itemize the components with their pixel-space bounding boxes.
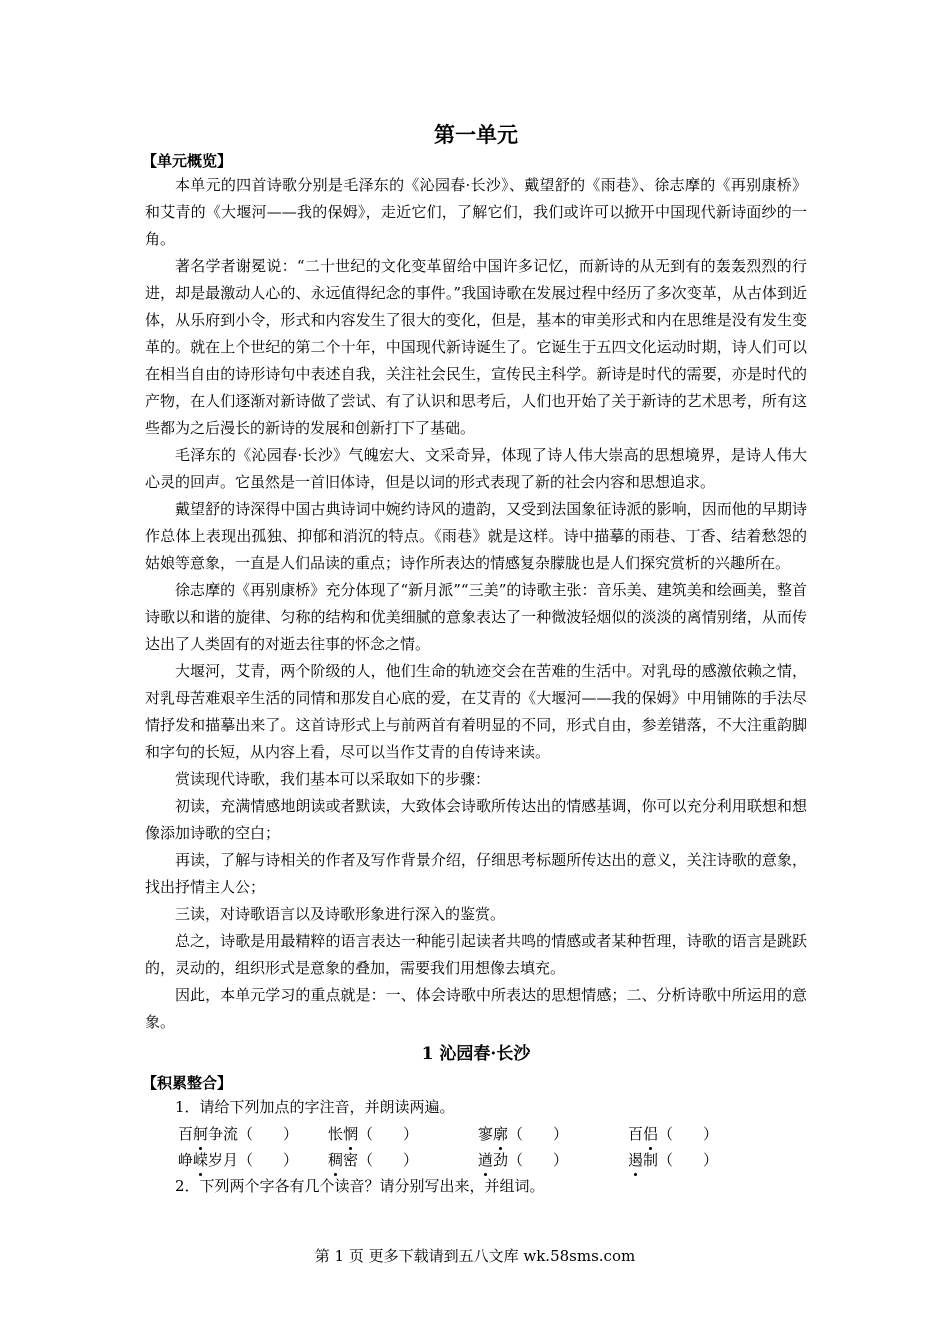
dotted-char: 遏 <box>628 1147 643 1173</box>
pinyin-item: 寥廓（ ） <box>478 1121 628 1147</box>
paragraph: 总之，诗歌是用最精粹的语言表达一种能引起读者共鸣的情感或者某种哲理，诗歌的语言是跳跃的，灵动的，组织形式是意象的叠加，需要我们用想像去填充。 <box>145 932 807 977</box>
lesson-title: 1 沁园春·长沙 <box>421 1044 531 1064</box>
paragraph: 三读，对诗歌语言以及诗歌形象进行深入的鉴赏。 <box>175 905 506 923</box>
paragraph: 著名学者谢冕说：“二十世纪的文化变革留给中国许多记忆，而新诗的从无到有的轰轰烈烈的行进，却是最激动人心的、永远值得纪念的事件。”我国诗歌在发展过程中经历了多次变革，从古体到近体，从乐府到小令，形式和内容发生了很大的变化，但是，基本的审美形式和内在思维是没有发生变革的。就在上个世纪的第二个十年，中国现代新诗诞生了。它诞生于五四文化运动时期，诗人们可以在相当自由的诗形诗句中表述自我，关注社会民生，宣传民主科学。新诗是时代的需要，亦是时代的产物，在人们逐渐对新诗做了尝试、有了认识和思考后，人们也开始了关于新诗的艺术思考，所有这些都为之后漫长的新诗的发展和创新打下了基础。 <box>145 257 807 437</box>
dotted-char: 惘 <box>343 1121 358 1147</box>
paragraph: 因此，本单元学习的重点就是：一、体会诗歌中所表达的思想情感；二、分析诗歌中所运用的意象。 <box>145 986 807 1031</box>
pinyin-item: 百侣（ ） <box>628 1121 778 1147</box>
paragraph: 本单元的四首诗歌分别是毛泽东的《沁园春·长沙》、戴望舒的《雨巷》、徐志摩的《再别康桥》和艾青的《大堰河——我的保姆》，走近它们，了解它们，我们或许可以掀开中国现代新诗面纱的一角。 <box>145 176 807 248</box>
paragraph: 戴望舒的诗深得中国古典诗词中婉约诗风的遗韵，又受到法国象征诗派的影响，因而他的早期诗作总体上表现出孤独、抑郁和消沉的特点。《雨巷》就是这样。诗中描摹的雨巷、丁香、结着愁怨的姑娘等意象，一直是人们品读的重点；诗作所表达的情感复杂朦胧也是人们探究赏析的兴趣所在。 <box>145 500 807 572</box>
unit-title: 第一单元 <box>434 122 518 147</box>
pinyin-exercise <box>178 1121 807 1173</box>
paragraph: 徐志摩的《再别康桥》充分体现了“新月派”“三美”的诗歌主张：音乐美、建筑美和绘画美，整首诗歌以和谐的旋律、匀称的结构和优美细腻的意象表达了一种微波轻烟似的淡淡的离情别绪，从而传达出了人类固有的对逝去往事的怀念之情。 <box>145 581 807 653</box>
dotted-char: 嵘 <box>193 1147 208 1173</box>
accumulate-heading: 【积累整合】 <box>142 1074 233 1092</box>
overview-heading: 【单元概览】 <box>142 152 233 170</box>
paragraph: 大堰河，艾青，两个阶级的人，他们生命的轨迹交会在苦难的生活中。对乳母的感激依赖之情，对乳母苦难艰辛生活的同情和那发自心底的爱，在艾青的《大堰河——我的保姆》中用铺陈的手法尽情抒发和描摹出来了。这首诗形式上与前两首有着明显的不同，形式自由，参差错落，不大注重韵脚和字句的长短，从内容上看，尽可以当作艾青的自传诗来读。 <box>145 662 807 761</box>
question-1: 1．请给下列加点的字注音，并朗读两遍。 <box>175 1098 455 1116</box>
dotted-char: 舸 <box>193 1121 208 1147</box>
document-body <box>142 120 807 1200</box>
pinyin-item: 峥嵘岁月（ ） <box>178 1147 328 1173</box>
pinyin-item: 稠密（ ） <box>328 1147 478 1173</box>
paragraph: 赏读现代诗歌，我们基本可以采取如下的步骤： <box>175 770 491 788</box>
dotted-char: 侣 <box>643 1121 658 1147</box>
paragraph: 再读，了解与诗相关的作者及写作背景介绍，仔细思考标题所传达出的意义，关注诗歌的意象，找出抒情主人公； <box>145 851 807 896</box>
pinyin-item: 怅惘（ ） <box>328 1121 478 1147</box>
pinyin-item: 遏制（ ） <box>628 1147 778 1173</box>
pinyin-item: 遒劲（ ） <box>478 1147 628 1173</box>
dotted-char: 廓 <box>493 1121 508 1147</box>
paragraph: 初读，充满情感地朗读或者默读，大致体会诗歌所传达出的情感基调，你可以充分利用联想和想像添加诗歌的空白； <box>145 797 807 842</box>
paragraph: 毛泽东的《沁园春·长沙》气魄宏大、文采奇异，体现了诗人伟大崇高的思想境界，是诗人伟大心灵的回声。它虽然是一首旧体诗，但是以词的形式表现了新的社会内容和思想追求。 <box>145 446 807 491</box>
page-footer: 第 1 页 更多下载请到五八文库 wk.58sms.com <box>314 1247 636 1265</box>
dotted-char: 稠 <box>328 1147 343 1173</box>
question-2: 2．下列两个字各有几个读音？请分别写出来，并组词。 <box>175 1177 545 1195</box>
dotted-char: 遒 <box>478 1147 493 1173</box>
pinyin-item: 百舸争流（ ） <box>178 1121 328 1147</box>
